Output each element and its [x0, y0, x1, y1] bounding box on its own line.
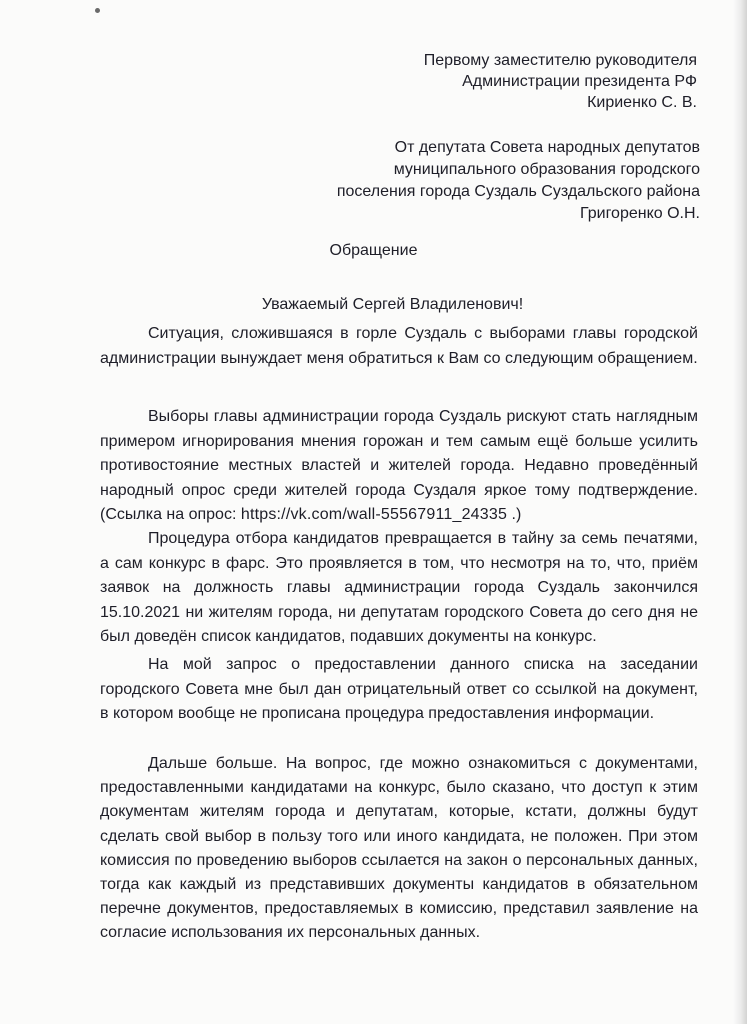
paragraph-2-text: Выборы главы администрации города Суздаль рискуют стать наглядным примером игнорирования мнения горожан и тем самым ещё больше усилить противостояние местных властей и жителей города. Недавно проведённый народный опрос среди жителей города Суздаля яркое тому подтверждение. (Ссылка на опрос:: [100, 408, 698, 523]
page-edge-shadow: [733, 0, 747, 1024]
document-title: Обращение: [329, 242, 418, 259]
paragraph-1: Ситуация, сложившаяся в горле Суздаль с выборами главы городской администрации вынуждает меня обратиться к Вам со следующим обращением.: [100, 325, 698, 367]
addressee-line-3: Кириенко С. В.: [587, 94, 697, 111]
salutation: Уважаемый Сергей Владиленович!: [261, 296, 524, 313]
paragraph-3: Процедура отбора кандидатов превращается в тайну за семь печатями, а сам конкурс в фарс. Это проявляется в том, что несмотря на то, что, приём заявок на должность главы администрации города Суздаль закончился 15.10.2021 ни жителям города, ни депутатам городского Совета до сего дня не был доведён список кандидатов, подавших документы на конкурс.: [100, 530, 698, 645]
paragraph-2: [100, 405, 698, 528]
addressee-line-1: Первому заместителю руководителя: [423, 52, 697, 69]
sender-line-4: Григоренко О.Н.: [579, 205, 700, 222]
addressee-line-2: Администрации президента РФ: [462, 73, 697, 90]
sender-line-2: муниципального образования городского: [393, 161, 700, 178]
paper-speck: [95, 8, 100, 13]
sender-line-3: поселения города Суздаль Суздальского района: [336, 183, 700, 200]
paragraph-5: Дальше больше. На вопрос, где можно ознакомиться с документами, предоставленными кандидатами на конкурс, было сказано, что доступ к этим документам жителям города и депутатам, которые, кстати, должны будут сделать свой выбор в пользу того или иного кандидата, не положен. При этом комиссия по проведению выборов ссылается на закон о персональных данных, тогда как каждый из представивших документы кандидатов в обязательном перечне документов, предоставляемых в комиссию, представил заявление на согласие использования их персональных данных.: [100, 755, 698, 942]
survey-link[interactable]: https://vk.com/wall-55567911_24335: [240, 506, 508, 523]
paragraph-2-end: .): [507, 506, 522, 523]
addressee-block: [424, 50, 697, 113]
sender-block: [337, 137, 700, 225]
paragraph-4: На мой запрос о предоставлении данного списка на заседании городского Совета мне был дан отрицательный ответ со ссылкой на документ, в котором вообще не прописана процедура предоставления информации.: [100, 656, 698, 722]
sender-line-1: От депутата Совета народных депутатов: [394, 139, 700, 156]
